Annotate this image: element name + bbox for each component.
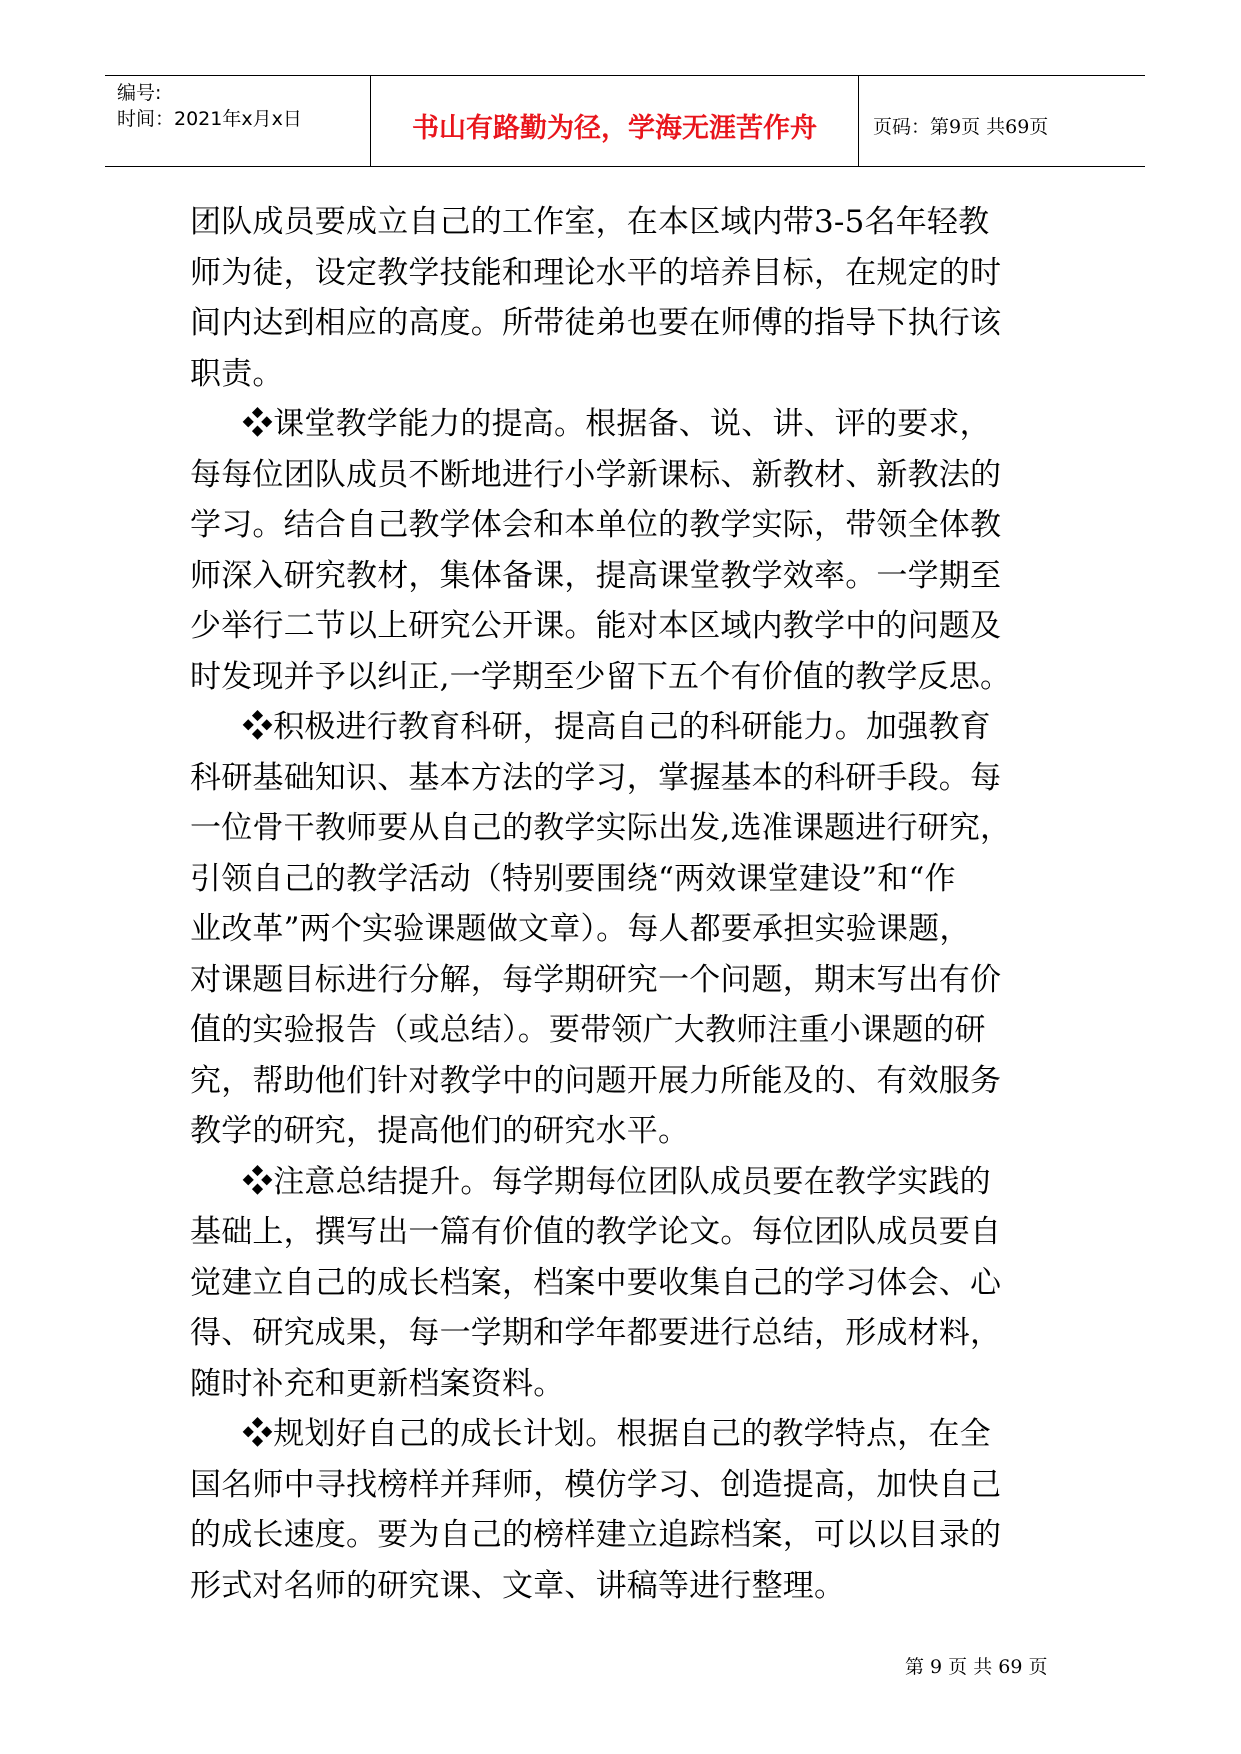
text-line: 的成长速度。要为自己的榜样建立追踪档案，可以以目录的 xyxy=(190,1517,1002,1553)
text-line: 每每位团队成员不断地进行小学新课标、新教材、新教法的 xyxy=(190,456,1002,493)
paragraph-first-line: ❖课堂教学能力的提高。根据备、说、讲、评的要求， xyxy=(242,406,991,442)
paragraph-first-line: ❖规划好自己的成长计划。根据自己的教学特点，在全 xyxy=(242,1416,991,1452)
text-line: 基础上，撰写出一篇有价值的教学论文。每位团队成员要自 xyxy=(190,1214,1002,1250)
serial-label: 编号: xyxy=(117,82,162,104)
text-line: 形式对名师的研究课、文章、讲稿等进行整理。 xyxy=(190,1567,846,1604)
text-line: 团队成员要成立自己的工作室，在本区域内带3-5名年轻教 xyxy=(190,204,990,240)
text-line: 职责。 xyxy=(190,355,284,392)
text-line: 对课题目标进行分解，每学期研究一个问题，期末写出有价 xyxy=(190,961,1002,998)
text-line: 随时补充和更新档案资料。 xyxy=(190,1365,565,1402)
page-header xyxy=(105,75,1145,167)
text-line: 师深入研究教材，集体备课，提高课堂教学效率。一学期至 xyxy=(190,557,1002,594)
paragraph-first-line: ❖积极进行教育科研，提高自己的科研能力。加强教育 xyxy=(242,709,991,745)
text-line: 值的实验报告（或总结）。要带领广大教师注重小课题的研 xyxy=(190,1012,986,1048)
text-line: 一位骨干教师要从自己的教学实际出发,选准课题进行研究， xyxy=(190,810,1012,846)
text-line: 间内达到相应的高度。所带徒弟也要在师傅的指导下执行该 xyxy=(190,305,1002,341)
paragraph-first-line: ❖注意总结提升。每学期每位团队成员要在教学实践的 xyxy=(242,1163,991,1200)
text-line: 科研基础知识、基本方法的学习，掌握基本的科研手段。每 xyxy=(190,759,1002,796)
text-line: 时发现并予以纠正,一学期至少留下五个有价值的教学反思。 xyxy=(190,658,1012,695)
page-footer: 第 9 页 共 69 页 xyxy=(905,1656,1048,1678)
time-label: 时间：2021年x月x日 xyxy=(117,108,302,130)
text-line: 学习。结合自己教学体会和本单位的教学实际，带领全体教 xyxy=(190,507,1002,543)
text-line: 业改革”两个实验课题做文章）。每人都要承担实验课题， xyxy=(190,911,971,947)
text-line: 教学的研究，提高他们的研究水平。 xyxy=(190,1113,690,1149)
text-line: 师为徒，设定教学技能和理论水平的培养目标，在规定的时 xyxy=(190,254,1002,291)
text-line: 国名师中寻找榜样并拜师，模仿学习、创造提高，加快自己 xyxy=(190,1466,1002,1503)
text-line: 觉建立自己的成长档案，档案中要收集自己的学习体会、心 xyxy=(190,1264,1002,1301)
text-line: 引领自己的教学活动（特别要围绕“两效课堂建设”和“作 xyxy=(190,860,956,897)
header-meta-cell xyxy=(105,76,371,166)
text-line: 究，帮助他们针对教学中的问题开展力所能及的、有效服务 xyxy=(190,1062,1002,1099)
header-motto: 书山有路勤为径，学海无涯苦作舟 xyxy=(371,76,859,166)
text-line: 少举行二节以上研究公开课。能对本区域内教学中的问题及 xyxy=(190,608,1002,644)
header-page-info: 页码：第9页 共69页 xyxy=(873,115,1049,138)
document-body xyxy=(190,197,1060,1611)
text-line: 得、研究成果，每一学期和学年都要进行总结，形成材料， xyxy=(190,1315,1002,1351)
